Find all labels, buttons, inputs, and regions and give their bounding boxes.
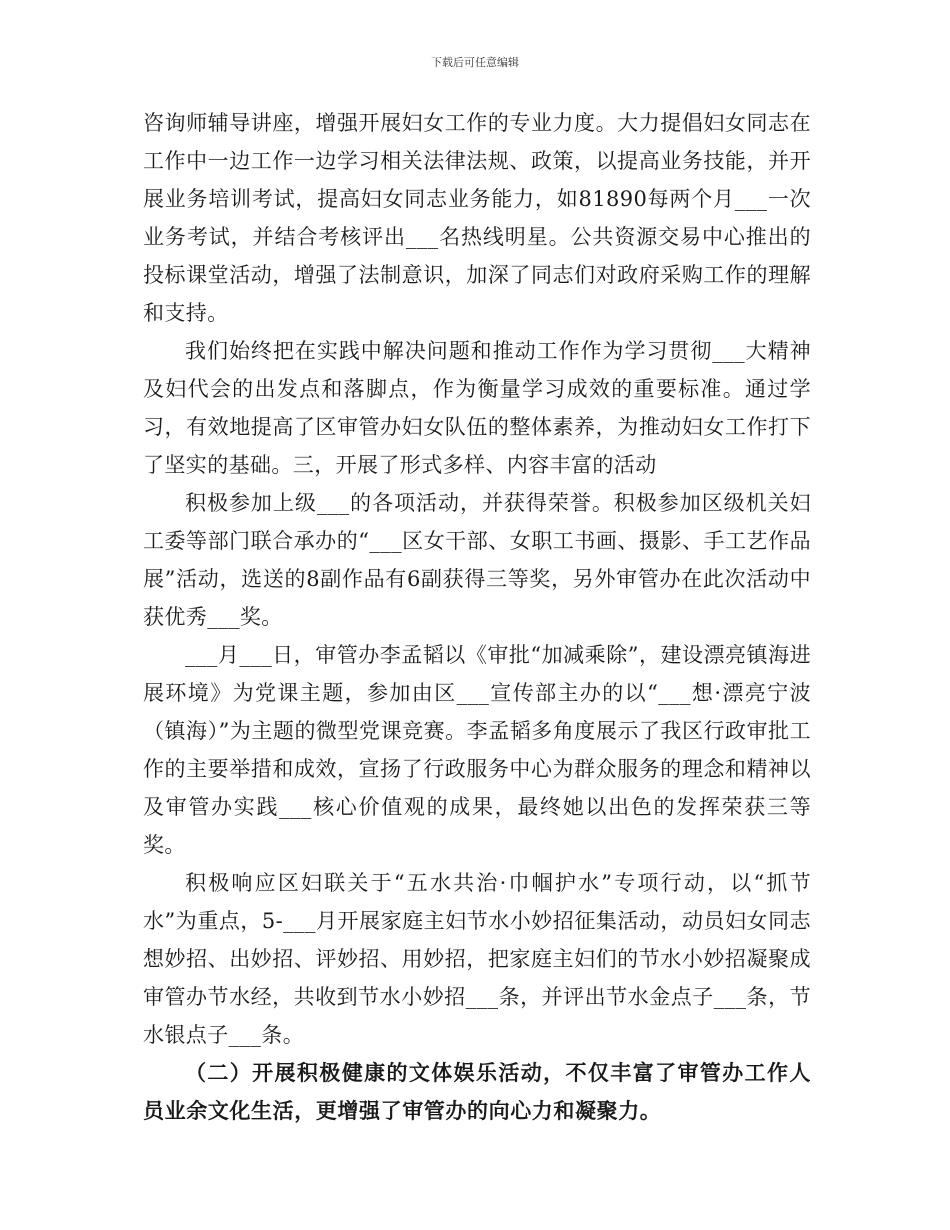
paragraph-1: 咨询师辅导讲座，增强开展妇女工作的专业力度。大力提倡妇女同志在工作中一边工作一边学习相关法律法规、政策，以提高业务技能，并开展业务培训考试，提高妇女同志业务能力，如81890每两个月___一次业务考试，并结合考核评出___名热线明星。公共资源交易中心推出的投标课堂活动，增强了法制意识，加深了同志们对政府采购工作的理解和支持。 [143,111,811,325]
page-header: 下载后可任意编辑 [431,56,519,69]
document-body [143,104,811,1130]
paragraph-5: 积极响应区妇联关于“五水共治·巾帼护水”专项行动，以“抓节水”为重点，5-___月开展家庭主妇节水小妙招征集活动，动员妇女同志想妙招、出妙招、评妙招、用妙招，把家庭主妇们的节水小妙招凝聚成审管办节水经，共收到节水小妙招___条，并评出节水金点子___条，节水银点子___条。 [143,871,811,1047]
section-heading-2: （二）开展积极健康的文体娱乐活动，不仅丰富了审管办工作人员业余文化生活，更增强了审管办的向心力和凝聚力。 [143,1061,811,1123]
paragraph-2: 我们始终把在实践中解决问题和推动工作作为学习贯彻___大精神及妇代会的出发点和落脚点，作为衡量学习成效的重要标准。通过学习，有效地提高了区审管办妇女队伍的整体素养，为推动妇女工作打下了坚实的基础。三，开展了形式多样、内容丰富的活动 [143,339,811,477]
paragraph-3: 积极参加上级___的各项活动，并获得荣誉。积极参加区级机关妇工委等部门联合承办的“___区女干部、女职工书画、摄影、手工艺作品展”活动，选送的8副作品有6副获得三等奖，另外审管办在此次活动中获优秀___奖。 [143,491,811,629]
paragraph-4: ___月___日，审管办李孟韬以《审批“加减乘除”，建设漂亮镇海进展环境》为党课主题，参加由区___宣传部主办的以“___想·漂亮宁波（镇海）”为主题的微型党课竞赛。李孟韬多角度展示了我区行政审批工作的主要举措和成效，宣扬了行政服务中心为群众服务的理念和精神以及审管办实践___核心价值观的成果，最终她以出色的发挥荣获三等奖。 [143,643,811,857]
